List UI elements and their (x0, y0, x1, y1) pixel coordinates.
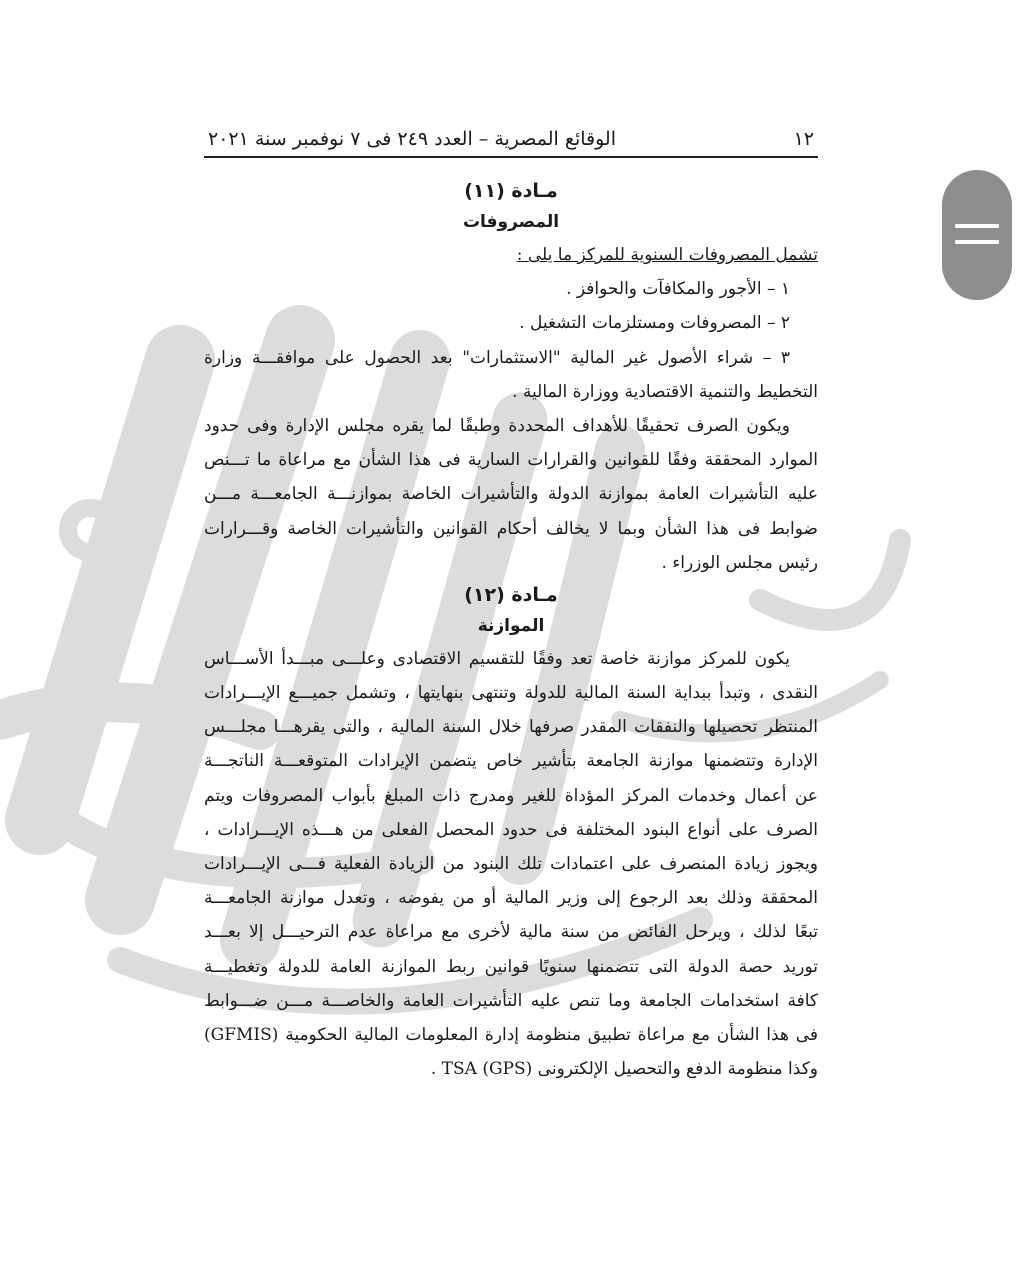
gazette-page (204, 122, 818, 1086)
article-11-item-3-line: ٣ – شراء الأصول غير المالية "الاستثمارات" بعد الحصول على موافقـــة وزارة (204, 347, 790, 368)
article-11-item: ١ – الأجور والمكافآت والحوافز . (566, 279, 790, 300)
article-12-paragraph-line: عن أعمال وخدمات المركز المؤداة للغير ومدرج ذات المبلغ بأبواب المصروفات ويتم (204, 785, 818, 806)
article-12-paragraph-line: توريد حصة الدولة التى تتضمنها سنويًا قوانين ربط الموازنة العامة للدولة وتغطيـــة (204, 956, 818, 977)
page-body (204, 176, 818, 1086)
article-12-paragraph-line: يكون للمركز موازنة خاصة تعد وفقًا للتقسيم الاقتصادى وعلـــى مبـــدأ الأســـاس (204, 648, 790, 669)
article-12-paragraph-line: كافة استخدامات الجامعة وما تنص عليه التأشيرات العامة والخاصـــة مـــن ضـــوابط (204, 990, 818, 1011)
hamburger-menu-icon (953, 220, 1001, 250)
article-11-subtitle: المصروفات (462, 212, 560, 232)
article-12-paragraph-line: المنتظر تحصيلها والنفقات المقدر صرفها خلال السنة المالية ، والتى يقرهـــا مجلـــس (204, 717, 818, 738)
article-12-subtitle: الموازنة (477, 615, 545, 636)
article-12-paragraph-line: ويجوز زيادة المنصرف على اعتمادات تلك البنود من الزيادة الفعلية فـــى الإيـــرادات (204, 854, 818, 874)
article-12-paragraph-line: فى هذا الشأن مع مراعاة تطبيق منظومة إدارة المعلومات المالية الحكومية (GFMIS) (204, 1024, 818, 1045)
article-12-paragraph-line: وكذا منظومة الدفع والتحصيل الإلكترونى (GPS) TSA . (430, 1059, 818, 1080)
article-11-intro-text: تشمل المصروفات السنوية للمركز ما يلى : (516, 245, 818, 265)
article-11-paragraph-line: ويكون الصرف تحقيقًا للأهداف المحددة وطبقًا لما يقره مجلس الإدارة وفى حدود (204, 415, 790, 436)
article-12-paragraph-line: المحققة وذلك بعد الرجوع إلى وزير المالية أو من يفوضه ، وتعدل موازنة الجامعـــة (204, 888, 818, 909)
article-11-paragraph-line: ضوابط فى هذا الشأن وبما لا يخالف أحكام القوانين والتأشيرات الخاصة وقـــرارات (204, 518, 818, 539)
page-header (204, 122, 818, 158)
menu-button[interactable] (942, 170, 1012, 300)
article-11-item-3-line: التخطيط والتنمية الاقتصادية ووزارة المالية . (512, 381, 818, 402)
article-12-paragraph-line: الصرف على أنواع البنود المختلفة فى حدود المحصل الفعلى من هـــذه الإيـــرادات ، (204, 819, 818, 840)
gazette-title: الوقائع المصرية – العدد ٢٤٩ فى ٧ نوفمبر سنة ٢٠٢١ (208, 128, 616, 150)
article-12-paragraph-line: النقدى ، وتبدأ ببداية السنة المالية للدولة وتنتهى بنهايتها ، وتشمل جميـــع الإيـــرادات (204, 683, 818, 704)
article-11-paragraph-line: عليه التأشيرات العامة بموازنة الدولة والتأشيرات الخاصة بموازنـــة الجامعـــة مـــن (204, 484, 818, 505)
article-11-paragraph-line: رئيس مجلس الوزراء . (661, 552, 818, 573)
article-12-title: مـادة (١٢) (464, 583, 558, 606)
page-number: ١٢ (793, 128, 814, 150)
article-11-item: ٢ – المصروفات ومستلزمات التشغيل . (519, 313, 790, 334)
article-11-intro (204, 238, 818, 272)
article-11-title: مـادة (١١) (464, 180, 558, 202)
article-12-paragraph-line: تبعًا لذلك ، ويرحل الفائض من سنة مالية لأخرى مع مراعاة عدم الترحيـــل إلا بعـــد (204, 922, 818, 943)
article-11-paragraph-line: الموارد المحققة وفقًا للقوانين والقرارات السارية فى هذا الشأن مع مراعاة ما تـــنص (204, 450, 818, 471)
article-12-paragraph-line: الإدارة وتتضمنها موازنة الجامعة بتأشير خاص يتضمن الإيرادات المتوقعـــة الناتجـــة (204, 751, 818, 772)
